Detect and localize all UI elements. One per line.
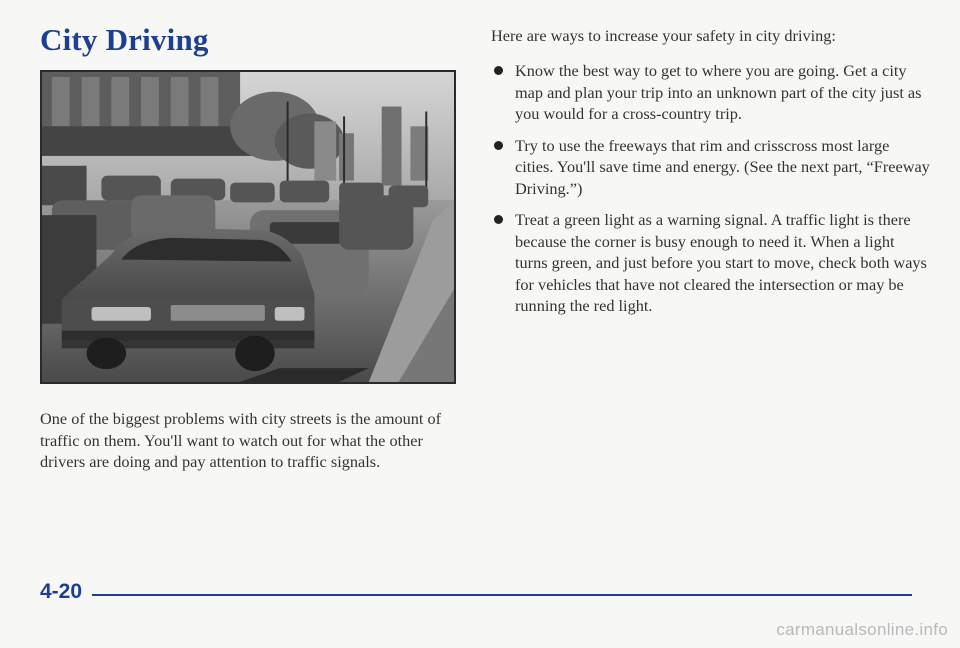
city-traffic-photo bbox=[40, 70, 456, 384]
safety-tips-list bbox=[491, 60, 931, 327]
page-title: City Driving bbox=[40, 22, 209, 57]
page-number: 4-20 bbox=[40, 580, 83, 603]
page-footer bbox=[40, 580, 912, 610]
list-item bbox=[491, 135, 931, 200]
list-item bbox=[491, 209, 931, 317]
bullet-icon bbox=[494, 66, 503, 75]
footer-rule bbox=[92, 594, 912, 596]
list-item-text: Know the best way to get to where you are going. Get a city map and plan your trip into an unknown part of the city just as you would for a cross-country trip. bbox=[515, 61, 922, 123]
bullet-icon bbox=[494, 215, 503, 224]
intro-paragraph: One of the biggest problems with city streets is the amount of traffic on them. You'll want to watch out for what the other drivers are doing and pay attention to traffic signals. bbox=[40, 409, 442, 471]
list-item-text: Try to use the freeways that rim and crisscross most large cities. You'll save time and energy. (See the next part, “Freeway Driving.”) bbox=[515, 135, 930, 198]
watermark: carmanualsonline.info bbox=[776, 620, 948, 639]
bullet-icon bbox=[494, 141, 503, 150]
list-item bbox=[491, 60, 931, 125]
traffic-illustration bbox=[42, 72, 454, 382]
list-item-text: Treat a green light as a warning signal. A traffic light is there because the corner is busy enough to need it. When a light turns green, and just before you start to move, check both ways for vehicles that have not cleared the intersection or may be running the red light. bbox=[515, 210, 927, 315]
lead-paragraph: Here are ways to increase your safety in city driving: bbox=[491, 26, 836, 45]
